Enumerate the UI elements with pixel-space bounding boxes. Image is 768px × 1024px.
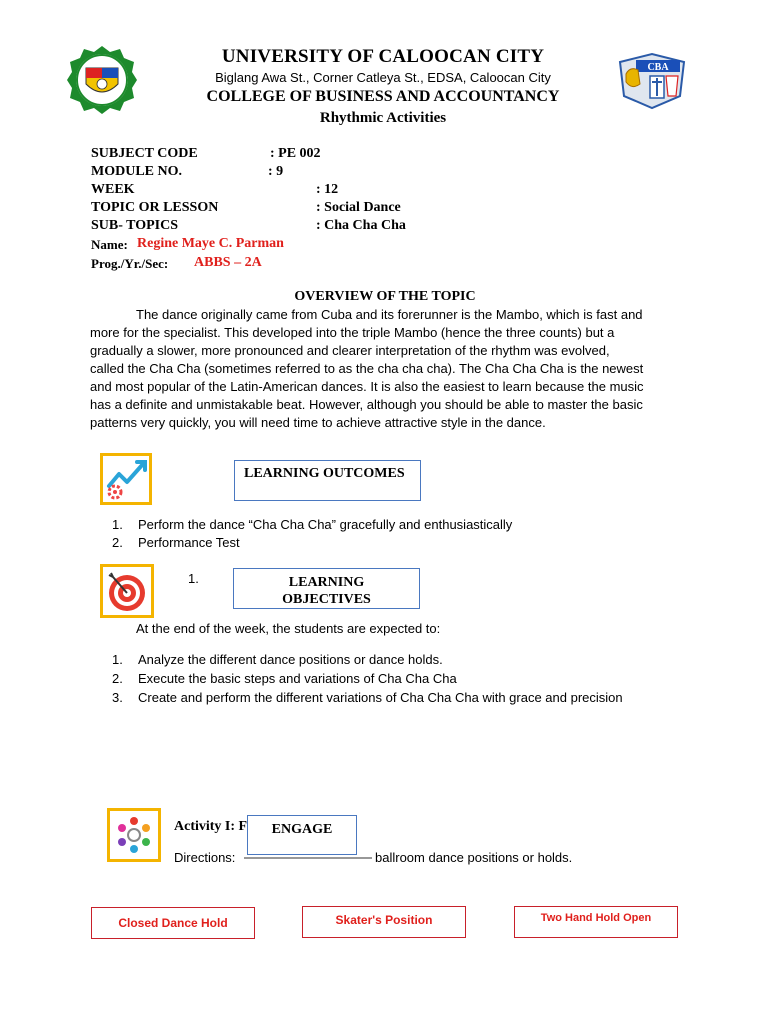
list-item <box>112 650 732 669</box>
answer-box-two-hand-hold <box>514 906 678 938</box>
answer-box-closed-dance-hold <box>91 907 255 939</box>
overview-line: has a definite and unmistakable beat. However, although you should be able to master the basic <box>90 397 643 412</box>
learning-outcomes-label: LEARNING OUTCOMES <box>244 466 405 481</box>
answer-text: Closed Dance Hold <box>118 916 228 930</box>
list-text: Create and perform the different variations of Cha Cha Cha with grace and precision <box>138 690 623 705</box>
learning-objectives-label-2: OBJECTIVES <box>282 592 371 607</box>
directions-end: ballroom dance positions or holds. <box>375 850 573 865</box>
list-text: Analyze the different dance positions or dance holds. <box>138 652 443 667</box>
overview-line: and most popular of the Latin-American dances. It is also the easiest to learn because the music <box>90 379 644 394</box>
overview-heading: OVERVIEW OF THE TOPIC <box>294 289 476 304</box>
student-name: Regine Maye C. Parman <box>137 236 284 251</box>
engage-box <box>247 815 357 855</box>
overview-line: The dance originally came from Cuba and its forerunner is the Mambo, which is fast and <box>136 307 643 322</box>
learning-objectives-label-1: LEARNING <box>288 575 365 590</box>
list-number: 1. <box>112 517 123 532</box>
university-address: Biglang Awa St., Corner Catleya St., EDSA, Caloocan City <box>215 70 551 85</box>
week-value: : 12 <box>316 182 339 197</box>
list-item <box>112 516 712 534</box>
answer-text: Skater's Position <box>335 913 433 927</box>
subject-code-label: SUBJECT CODE <box>91 146 198 161</box>
topic-label: TOPIC OR LESSON <box>91 200 219 215</box>
objectives-list <box>112 650 732 707</box>
prog-label: Prog./Yr./Sec: <box>91 256 169 271</box>
answer-text: Two Hand Hold Open <box>540 912 652 924</box>
subject-code-value: : PE 002 <box>270 146 321 161</box>
directions-obscured <box>244 857 372 859</box>
course-title: Rhythmic Activities <box>319 110 447 126</box>
topic-value: : Social Dance <box>316 200 401 215</box>
list-item <box>112 534 712 552</box>
activity-title: Activity I: F <box>174 819 248 834</box>
engage-label: ENGAGE <box>271 822 333 837</box>
list-number: 2. <box>112 671 123 686</box>
module-label: MODULE NO. <box>91 164 182 179</box>
stray-list-number: 1. <box>188 571 199 586</box>
growth-chart-icon <box>100 453 152 505</box>
overview-line: patterns very quickly, you will need time to achieve attractive style in the dance. <box>90 415 546 430</box>
directions-start: Directions: <box>174 850 236 865</box>
list-text: Performance Test <box>138 535 240 550</box>
list-item <box>112 669 732 688</box>
learning-outcomes-box <box>234 460 421 501</box>
college-title: COLLEGE OF BUSINESS AND ACCOUNTANCY <box>206 88 560 105</box>
outcomes-list <box>112 516 712 552</box>
list-item <box>112 688 732 707</box>
subtopic-label: SUB- TOPICS <box>91 218 179 233</box>
name-label: Name: <box>91 237 128 252</box>
svg-text:CBA: CBA <box>647 62 669 73</box>
list-number: 3. <box>112 690 123 705</box>
target-icon <box>100 564 154 618</box>
overview-line: called the Cha Cha (sometimes referred to as the cha cha cha). The Cha Cha Cha is the newest <box>90 361 644 376</box>
cba-college-logo <box>616 52 688 110</box>
prog-value: ABBS – 2A <box>194 255 262 270</box>
subtopic-value: : Cha Cha Cha <box>316 218 406 233</box>
overview-line: gradually a slower, more pronounced and clearer interpretation of the rhythm was evolved, <box>90 343 610 358</box>
university-title: UNIVERSITY OF CALOOCAN CITY <box>221 46 545 67</box>
list-text: Perform the dance “Cha Cha Cha” gracefully and enthusiastically <box>138 517 513 532</box>
list-number: 1. <box>112 652 123 667</box>
overview-line: more for the specialist. This developed into the triple Mambo (hence the three counts) but a <box>90 325 615 340</box>
list-number: 2. <box>112 535 123 550</box>
learning-objectives-box <box>233 568 420 609</box>
list-text: Execute the basic steps and variations of Cha Cha Cha <box>138 671 457 686</box>
overview-paragraph <box>90 306 690 432</box>
objectives-intro: At the end of the week, the students are expected to: <box>136 621 441 636</box>
group-people-icon <box>107 808 161 862</box>
answer-box-skaters-position <box>302 906 466 938</box>
week-label: WEEK <box>91 182 135 197</box>
module-value: : 9 <box>268 164 284 179</box>
university-seal-logo <box>66 44 138 116</box>
